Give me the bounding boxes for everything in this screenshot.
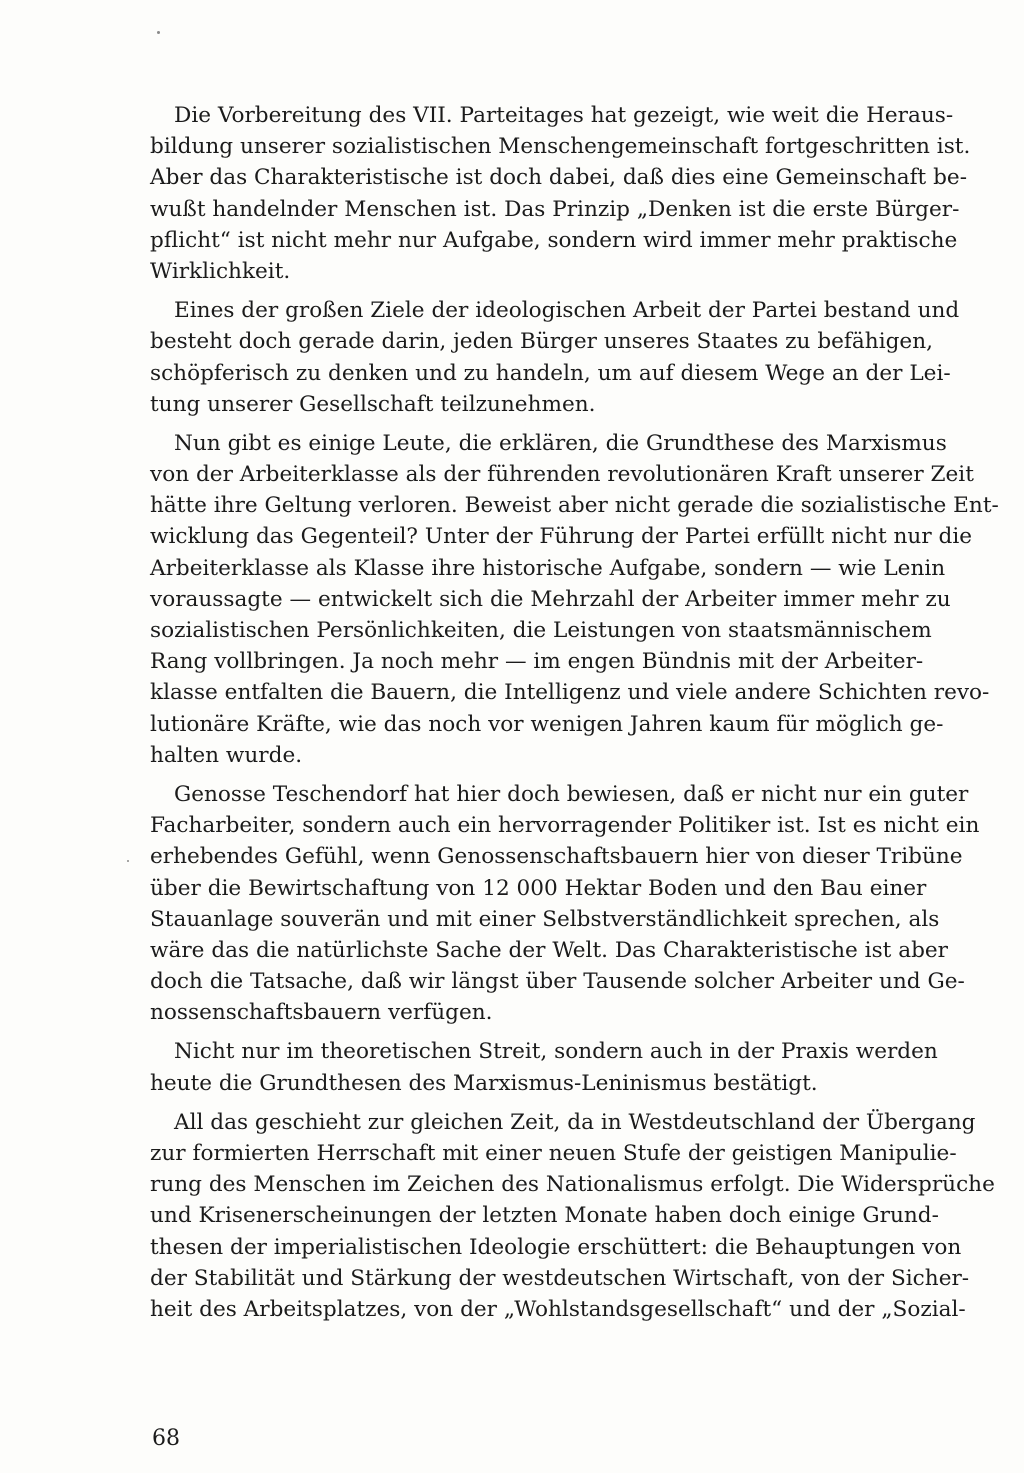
paragraph	[150, 779, 980, 1029]
text-line: lutionäre Kräfte, wie das noch vor wenigen Jahren kaum für möglich ge-	[150, 711, 944, 737]
text-line: klasse entfalten die Bauern, die Intelligenz und viele andere Schichten revo-	[150, 680, 990, 706]
text-line: der Stabilität und Stärkung der westdeutschen Wirtschaft, von der Sicher-	[150, 1265, 970, 1291]
text-line: Die Vorbereitung des VII. Parteitages hat gezeigt, wie weit die Heraus-	[174, 103, 954, 128]
text-line: halten wurde.	[150, 742, 303, 768]
body-text	[150, 100, 999, 1333]
text-line: besteht doch gerade darin, jeden Bürger unseres Staates zu befähigen,	[150, 329, 933, 355]
text-line: von der Arbeiterklasse als der führenden revolutionären Kraft unserer Zeit	[150, 462, 974, 488]
text-line: Nicht nur im theoretischen Streit, sondern auch in der Praxis werden	[174, 1039, 938, 1065]
scan-speck	[157, 31, 160, 34]
page-number: 68	[152, 1426, 180, 1451]
text-line: tung unserer Gesellschaft teilzunehmen.	[150, 391, 596, 417]
text-line: Arbeiterklasse als Klasse ihre historische Aufgabe, sondern — wie Lenin	[150, 555, 946, 581]
text-line: voraussagte — entwickelt sich die Mehrzahl der Arbeiter immer mehr zu	[150, 586, 951, 612]
text-line: pflicht“ ist nicht mehr nur Aufgabe, sondern wird immer mehr praktische	[150, 227, 958, 253]
text-line: über die Bewirtschaftung von 12 000 Hektar Boden und den Bau einer	[150, 875, 927, 901]
text-line: wäre das die natürlichste Sache der Welt. Das Charakteristische ist aber	[150, 937, 948, 963]
text-line: sozialistischen Persönlichkeiten, die Leistungen von staatsmännischem	[150, 618, 932, 643]
text-line: erhebendes Gefühl, wenn Genossenschaftsbauern hier von dieser Tribüne	[150, 844, 963, 870]
text-line: zur formierten Herrschaft mit einer neuen Stufe der geistigen Manipulie-	[150, 1141, 957, 1166]
paragraph	[150, 428, 999, 771]
paragraph	[150, 295, 960, 420]
text-line: rung des Menschen im Zeichen des Nationalismus erfolgt. Die Widersprüche	[150, 1172, 995, 1198]
text-line: Facharbeiter, sondern auch ein hervorragender Politiker ist. Ist es nicht ein	[150, 813, 980, 839]
text-line: Aber das Charakteristische ist doch dabei, daß dies eine Gemeinschaft be-	[150, 165, 967, 191]
text-line: wußt handelnder Menschen ist. Das Prinzip „Denken ist die erste Bürger-	[150, 196, 960, 222]
text-line: Rang vollbringen. Ja noch mehr — im engen Bündnis mit der Arbeiter-	[150, 649, 924, 675]
text-line: Wirklichkeit.	[150, 258, 291, 284]
text-line: Nun gibt es einige Leute, die erklären, die Grundthese des Marxismus	[174, 430, 947, 456]
text-line: bildung unserer sozialistischen Menschengemeinschaft fortgeschritten ist.	[150, 134, 971, 160]
scan-speck	[127, 860, 129, 862]
text-line: Eines der großen Ziele der ideologischen Arbeit der Partei bestand und	[174, 298, 960, 324]
paragraph	[150, 100, 971, 287]
text-line: doch die Tatsache, daß wir längst über Tausende solcher Arbeiter und Ge-	[150, 969, 965, 995]
paragraph	[150, 1107, 995, 1325]
text-line: wicklung das Gegenteil? Unter der Führung der Partei erfüllt nicht nur die	[150, 524, 973, 550]
text-line: und Krisenerscheinungen der letzten Monate haben doch einige Grund-	[150, 1203, 939, 1229]
text-line: nossenschaftsbauern verfügen.	[150, 1000, 493, 1026]
text-line: All das geschieht zur gleichen Zeit, da in Westdeutschland der Übergang	[174, 1109, 976, 1135]
text-line: hätte ihre Geltung verloren. Beweist aber nicht gerade die sozialistische Ent-	[150, 493, 999, 519]
paragraph	[150, 1036, 938, 1098]
text-line: thesen der imperialistischen Ideologie erschüttert: die Behauptungen von	[150, 1234, 962, 1260]
text-line: Stauanlage souverän und mit einer Selbstverständlichkeit sprechen, als	[150, 906, 940, 932]
text-line: heit des Arbeitsplatzes, von der „Wohlstandsgesellschaft“ und der „Sozial-	[150, 1296, 966, 1322]
text-line: heute die Grundthesen des Marxismus-Leninismus bestätigt.	[150, 1070, 818, 1096]
text-line: Genosse Teschendorf hat hier doch bewiesen, daß er nicht nur ein guter	[174, 781, 969, 807]
text-line: schöpferisch zu denken und zu handeln, um auf diesem Wege an der Lei-	[150, 360, 951, 386]
